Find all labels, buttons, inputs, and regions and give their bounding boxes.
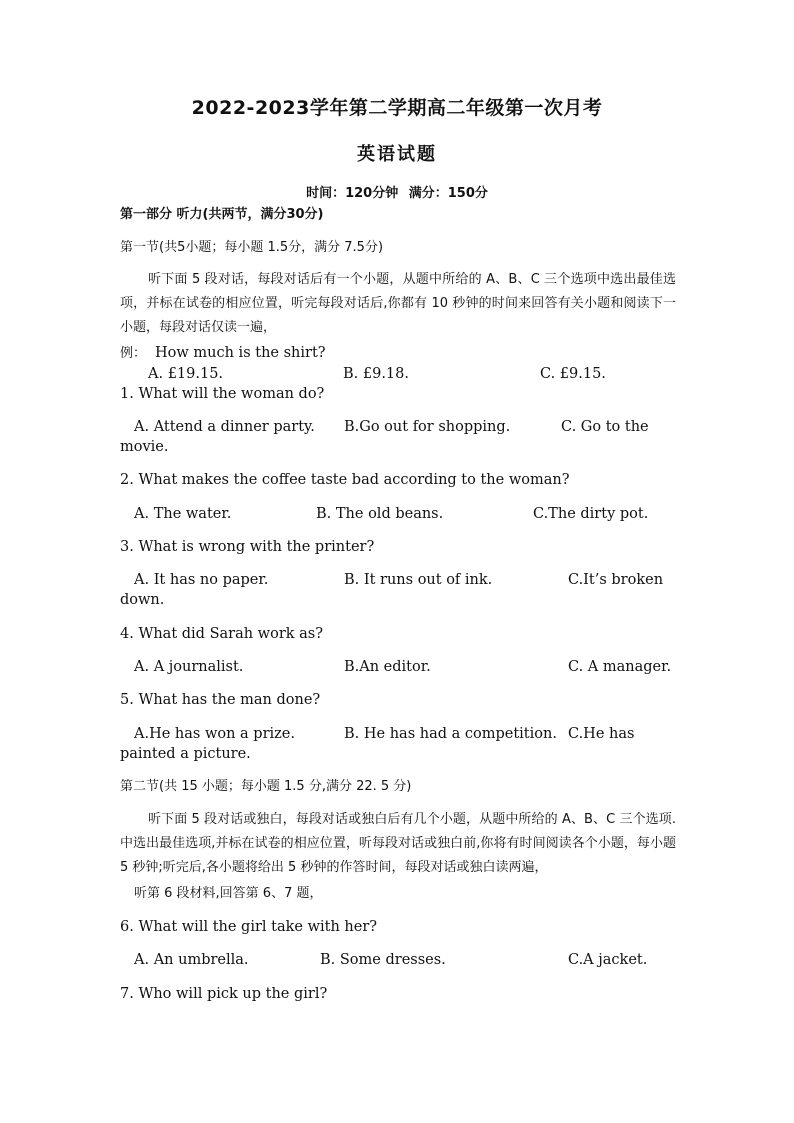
exam-title: 2022-2023学年第二学期高二年级第一次月考 (191, 97, 603, 119)
q4-option-a: A. A journalist. (134, 659, 244, 675)
q5-option-c: C.He has (568, 726, 635, 742)
example-option-b: B. £9.18. (343, 366, 409, 382)
q5-option-c-cont: painted a picture. (120, 746, 251, 762)
question-6: 6. What will the girl take with her? (120, 919, 378, 935)
question-1: 1. What will the woman do? (120, 386, 325, 402)
q3-option-c-cont: down. (120, 592, 165, 608)
q4-option-c: C. A manager. (568, 659, 672, 675)
q1-option-b: B.Go out for shopping. (344, 419, 511, 435)
q1-option-a: A. Attend a dinner party. (134, 419, 315, 435)
q5-option-a: A.He has won a prize. (134, 726, 295, 742)
q3-option-a: A. It has no paper. (134, 572, 269, 588)
example-option-c: C. £9.15. (540, 366, 606, 382)
section2-heading: 第二节(共 15 小题；每小题 1.5 分,满分 22. 5 分) (120, 779, 412, 794)
section1-instructions: 听下面 5 段对话，每段对话后有一个小题，从题中所给的 A、B、C 三个选项中选出最佳选项，并标在试卷的相应位置，听完每段对话后,你都有 10 秒钟的时间来回答有关小题和阅读下一小题，每段对话仅读一遍， (120, 272, 676, 335)
q1-option-c-cont: movie. (120, 439, 169, 455)
q3-option-c: C.It’s broken (568, 572, 664, 588)
q3-option-b: B. It runs out of ink. (344, 572, 493, 588)
section1-heading: 第一节(共5小题；每小题 1.5分，满分 7.5分) (120, 240, 384, 255)
q2-option-a: A. The water. (134, 506, 232, 522)
example-question: How much is the shirt? (155, 345, 326, 361)
question-3: 3. What is wrong with the printer? (120, 539, 375, 555)
question-2: 2. What makes the coffee taste bad according to the woman? (120, 472, 570, 488)
q2-option-c: C.The dirty pot. (533, 506, 649, 522)
q1-option-c: C. Go to the (561, 419, 649, 435)
question-5: 5. What has the man done? (120, 692, 321, 708)
example-label: 例： (120, 346, 147, 361)
question-4: 4. What did Sarah work as? (120, 626, 324, 642)
q6-option-b: B. Some dresses. (320, 952, 446, 968)
section2-instructions: 听下面 5 段对话或独白，每段对话或独白后有几个小题，从题中所给的 A、B、C 三个选项.中选出最佳选项,并标在试卷的相应位置，听每段对话或独白前,你将有时间阅读各个小题，每小题 5 秒钟;听完后,各小题将给出 5 秒钟的作答时间，每段对话或独白读两遍， (120, 812, 676, 875)
q2-option-b: B. The old beans. (316, 506, 444, 522)
q6-option-c: C.A jacket. (568, 952, 648, 968)
q4-option-b: B.An editor. (344, 659, 431, 675)
question-7: 7. Who will pick up the girl? (120, 986, 328, 1002)
q6-option-a: A. An umbrella. (134, 952, 249, 968)
q5-option-b: B. He has had a competition. (344, 726, 557, 742)
example-option-a: A. £19.15. (148, 366, 224, 382)
part1-heading: 第一部分 听力(共两节，满分30分) (120, 207, 324, 222)
time-score-line: 时间：120分钟 满分：150分 (306, 186, 488, 201)
subject-title: 英语试题 (357, 144, 437, 165)
material-note: 听第 6 段材料,回答第 6、7 题， (134, 886, 323, 901)
